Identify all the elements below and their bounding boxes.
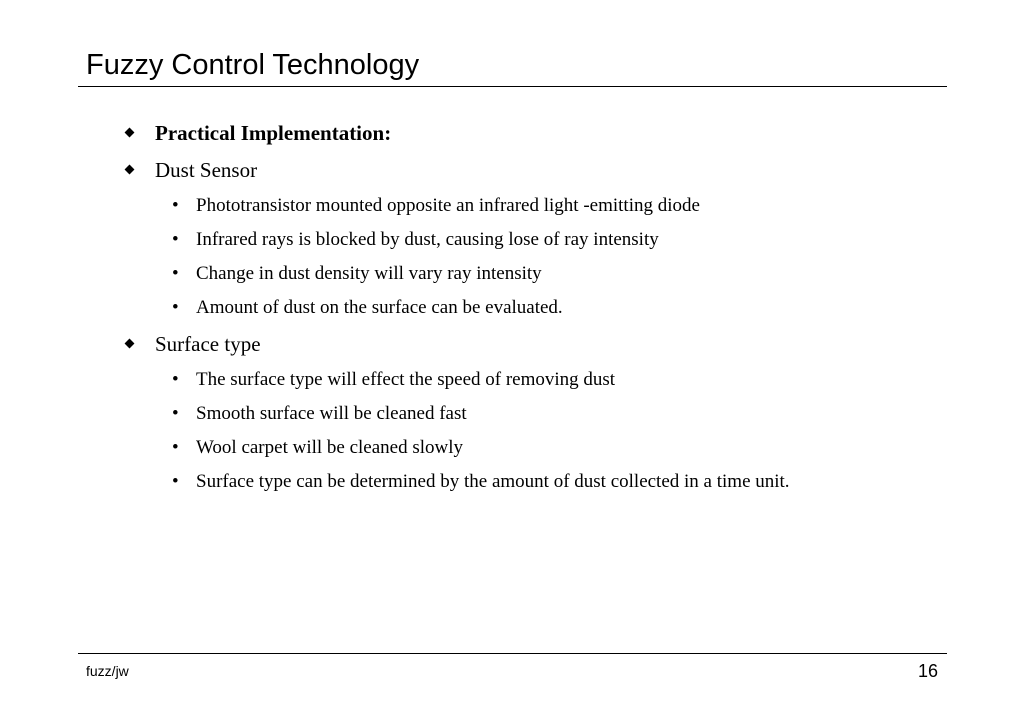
- bullet-text: Surface type: [155, 332, 261, 356]
- sub-bullet-text: Surface type can be determined by the amount of dust collected in a time unit.: [196, 471, 790, 492]
- diamond-bullet-icon: [125, 165, 135, 175]
- dot-bullet-icon: •: [172, 437, 179, 458]
- slide-title: Fuzzy Control Technology: [86, 49, 420, 81]
- sub-bullet-text: Change in dust density will vary ray intensity: [196, 263, 542, 284]
- dot-bullet-icon: •: [172, 403, 179, 424]
- sub-bullet-text: Phototransistor mounted opposite an infrared light -emitting diode: [196, 195, 700, 216]
- dot-bullet-icon: •: [172, 297, 179, 318]
- dot-bullet-icon: •: [172, 229, 179, 250]
- dot-bullet-icon: •: [172, 263, 179, 284]
- page-number: 16: [917, 661, 938, 681]
- footer-label: fuzz/jw: [86, 663, 129, 679]
- sub-bullet-text: Wool carpet will be cleaned slowly: [196, 437, 464, 458]
- sub-bullet-text: The surface type will effect the speed of removing dust: [196, 369, 616, 390]
- diamond-bullet-icon: [125, 128, 135, 138]
- sub-bullet-text: Smooth surface will be cleaned fast: [196, 403, 467, 424]
- bullet-text: Practical Implementation:: [155, 121, 392, 145]
- dot-bullet-icon: •: [172, 471, 179, 492]
- sub-bullet-text: Infrared rays is blocked by dust, causing lose of ray intensity: [196, 229, 659, 250]
- sub-bullet-text: Amount of dust on the surface can be evaluated.: [196, 297, 563, 318]
- dot-bullet-icon: •: [172, 195, 179, 216]
- dot-bullet-icon: •: [172, 369, 179, 390]
- bullet-text: Dust Sensor: [155, 158, 258, 182]
- diamond-bullet-icon: [125, 339, 135, 349]
- footer-divider: [78, 653, 947, 654]
